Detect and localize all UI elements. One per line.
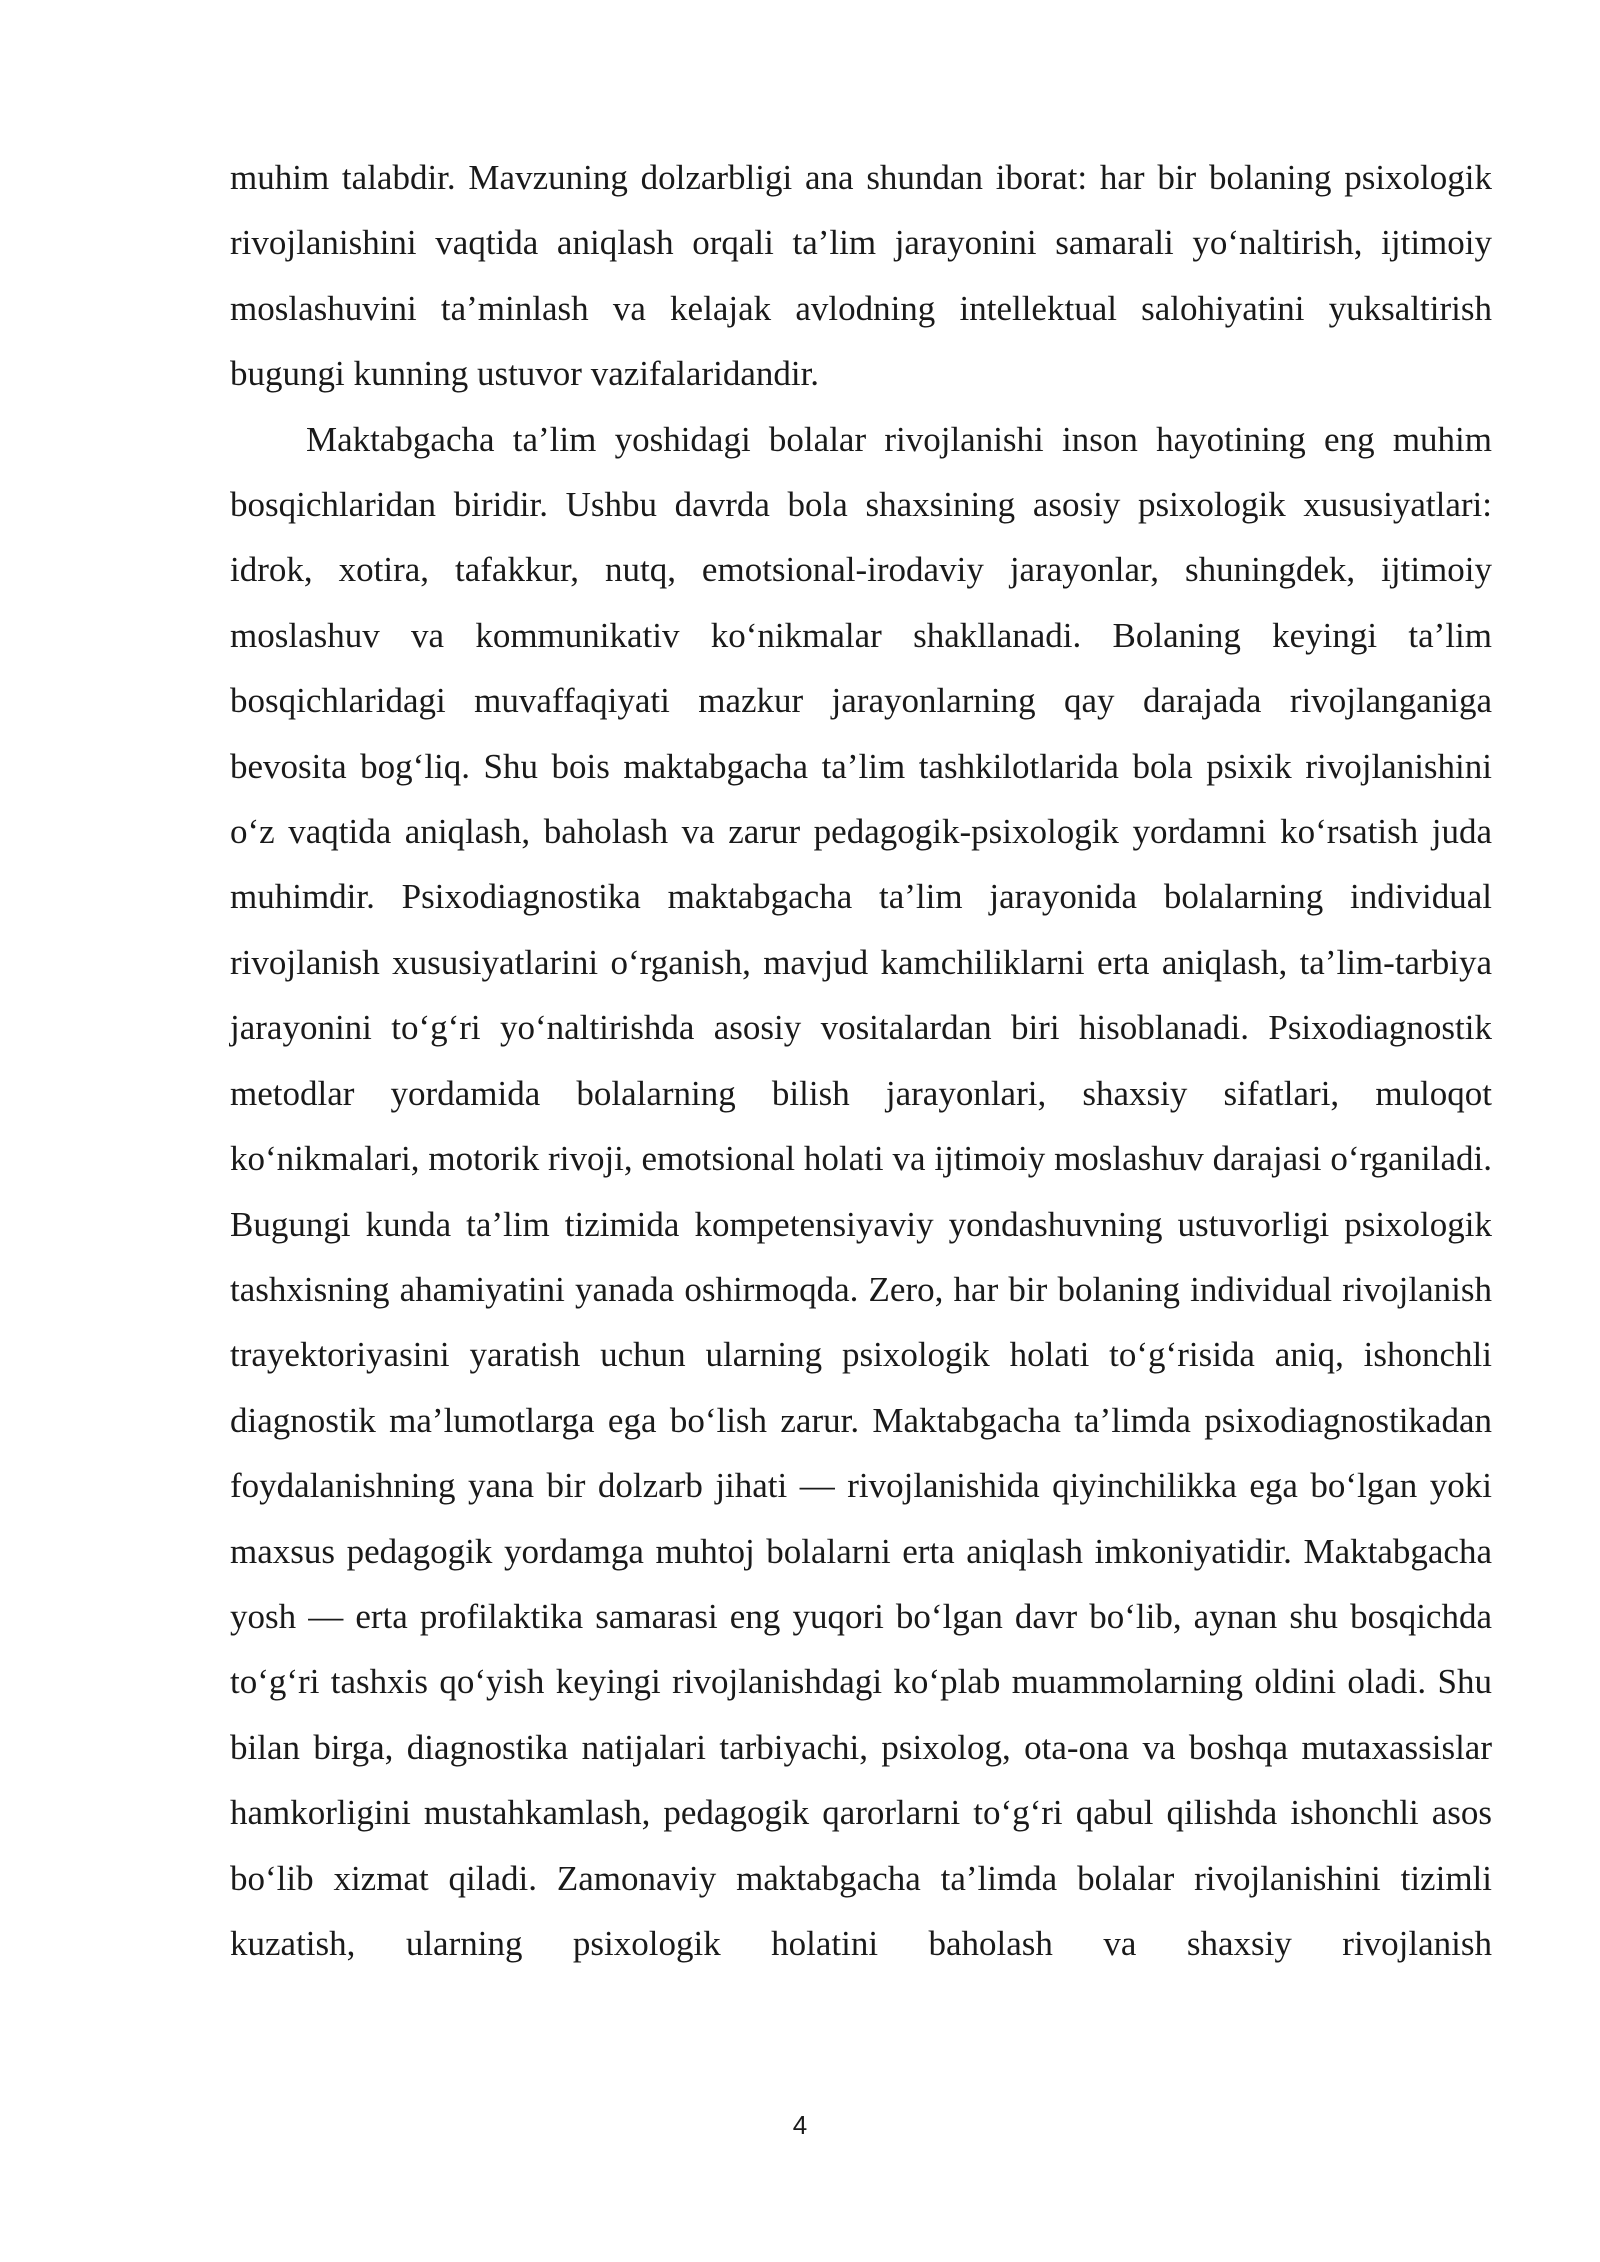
- page-number: 4: [792, 2110, 808, 2140]
- paragraph-continuation: muhim talabdir. Mavzuning dolzarbligi ana shundan iborat: har bir bolaning psixologik rivojlanishini vaqtida aniqlash orqali ta’lim jarayonini samarali yo‘naltirish, ijtimoiy moslashuvini ta’minlash va kelajak avlodning intellektual salohiyatini yuksaltirish bugungi kunning ustuvor vazifalaridandir.: [230, 158, 1492, 394]
- paragraph-main: Maktabgacha ta’lim yoshidagi bolalar rivojlanishi inson hayotining eng muhim bosqichlaridan biridir. Ushbu davrda bola shaxsining asosiy psixologik xususiyatlari: idrok, xotira, tafakkur, nutq, emotsional-irodaviy jarayonlar, shuningdek, ijtimoiy moslashuv va kommunikativ ko‘nikmalar shakllanadi. Bolaning keyingi ta’lim bosqichlaridagi muvaffaqiyati mazkur jarayonlarning qay darajada rivojlanganiga bevosita bog‘liq. Shu bois maktabgacha ta’lim tashkilotlarida bola psixik rivojlanishini o‘z vaqtida aniqlash, baholash va zarur pedagogik-psixologik yordamni ko‘rsatish juda muhimdir. Psixodiagnostika maktabgacha ta’lim jarayonida bolalarning individual rivojlanish xususiyatlarini o‘rganish, mavjud kamchiliklarni erta aniqlash, ta’lim-tarbiya jarayonini to‘g‘ri yo‘naltirishda asosiy vositalardan biri hisoblanadi. Psixodiagnostik metodlar yordamida bolalarning bilish jarayonlari, shaxsiy sifatlari, muloqot ko‘nikmalari, motorik rivoji, emotsional holati va ijtimoiy moslashuv darajasi o‘rganiladi. Bugungi kunda ta’lim tizimida kompetensiyaviy yondashuvning ustuvorligi psixologik tashxisning ahamiyatini yanada oshirmoqda. Zero, har bir bolaning individual rivojlanish trayektoriyasini yaratish uchun ularning psixologik holati to‘g‘risida aniq, ishonchli diagnostik ma’lumotlarga ega bo‘lish zarur. Maktabgacha ta’limda psixodiagnostikadan foydalanishning yana bir dolzarb jihati — rivojlanishida qiyinchilikka ega bo‘lgan yoki maxsus pedagogik yordamga muhtoj bolalarni erta aniqlash imkoniyatidir. Maktabgacha yosh — erta profilaktika samarasi eng yuqori bo‘lgan davr bo‘lib, aynan shu bosqichda to‘g‘ri tashxis qo‘yish keyingi rivojlanishdagi ko‘plab muammolarning oldini oladi. Shu bilan birga, diagnostika natijalari tarbiyachi, psixolog, ota-ona va boshqa mutaxassislar hamkorligini mustahkamlash, pedagogik qarorlarni to‘g‘ri qabul qilishda ishonchli asos bo‘lib xizmat qiladi. Zamonaviy maktabgacha ta’limda bolalar rivojlanishini tizimli kuzatish, ularning psixologik holatini baholash va shaxsiy rivojlanish: [230, 419, 1492, 1963]
- body-text: [230, 145, 1492, 1976]
